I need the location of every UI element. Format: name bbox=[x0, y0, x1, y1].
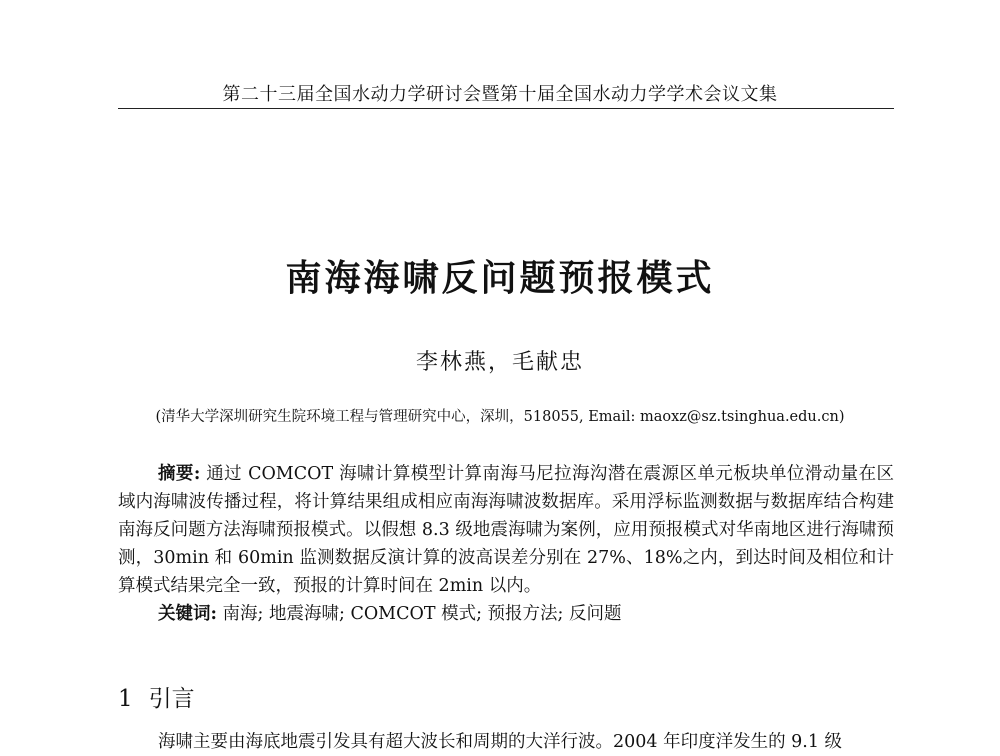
abstract-text: 通过 COMCOT 海啸计算模型计算南海马尼拉海沟潜在震源区单元板块单位滑动量在区域内海啸波传播过程，将计算结果组成相应南海海啸波数据库。采用浮标监测数据与数据库结合构建南海反问题方法海啸预报模式。以假想 8.3 级地震海啸为案例，应用预报模式对华南地区进行海啸预测，30min 和 60min 监测数据反演计算的波高误差分别在 27%、18%之内，到达时间及相位和计算模式结果完全一致，预报的计算时间在 2min 以内。 bbox=[118, 464, 894, 596]
abstract-block bbox=[118, 460, 894, 628]
paper-title: 南海海啸反问题预报模式 bbox=[285, 258, 715, 299]
authors: 李林燕，毛献忠 bbox=[415, 350, 584, 375]
header-rule bbox=[118, 108, 894, 109]
abstract-label: 摘要: bbox=[158, 464, 201, 484]
section-number: 1 bbox=[118, 686, 133, 712]
section-heading bbox=[118, 680, 195, 713]
keywords-line bbox=[118, 600, 894, 628]
keywords-text: 南海; 地震海啸; COMCOT 模式; 预报方法; 反问题 bbox=[216, 604, 622, 624]
keywords-label: 关键词: bbox=[158, 604, 217, 624]
affiliation: (清华大学深圳研究生院环境工程与管理研究中心，深圳，518055, Email: maoxz@sz.tsinghua.edu.cn) bbox=[155, 409, 845, 425]
section-title: 引言 bbox=[148, 686, 195, 712]
running-head: 第二十三届全国水动力学研讨会暨第十届全国水动力学学术会议文集 bbox=[222, 84, 778, 105]
body-paragraph: 海啸主要由海底地震引发具有超大波长和周期的大洋行波。2004 年印度洋发生的 9.1 级 bbox=[158, 732, 843, 752]
abstract-paragraph bbox=[118, 460, 894, 600]
